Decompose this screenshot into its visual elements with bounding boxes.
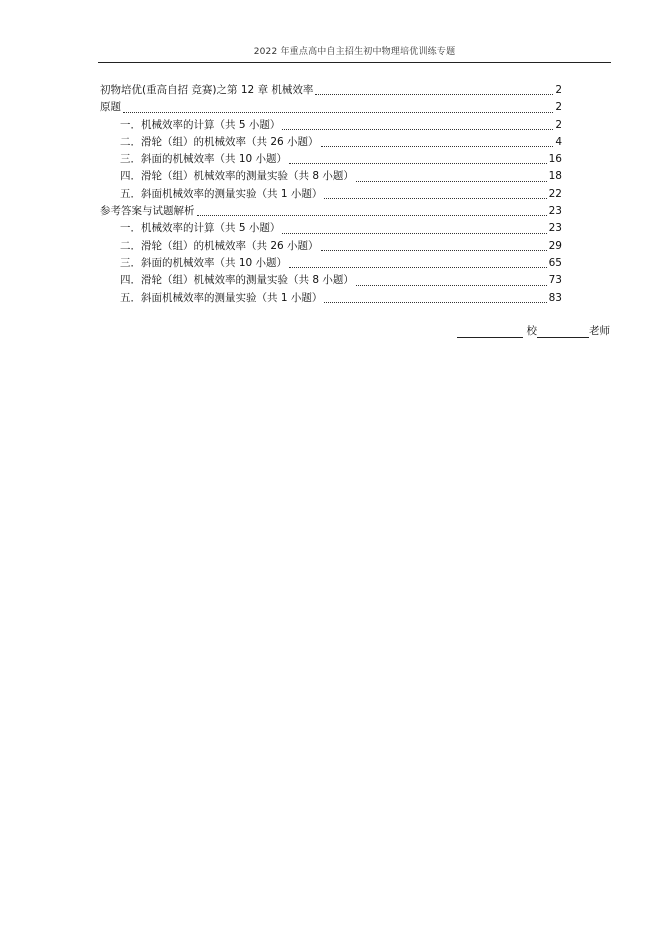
toc-entry[interactable] <box>100 255 562 272</box>
toc-entry-page: 65 <box>548 256 562 269</box>
toc-entry-page: 23 <box>548 222 562 235</box>
toc-entry-label: 二．滑轮（组）的机械效率（共 26 小题） <box>120 239 319 252</box>
toc-entry-label: 五．斜面机械效率的测量实验（共 1 小题） <box>120 291 323 304</box>
toc-entry-page: 23 <box>548 205 562 218</box>
header-title: 2022 年重点高中自主招生初中物理培优训练专题 <box>253 47 456 57</box>
toc-leader-dots <box>282 227 546 234</box>
toc-entry-label: 四．滑轮（组）机械效率的测量实验（共 8 小题） <box>120 170 354 183</box>
toc-entry[interactable] <box>100 168 562 185</box>
toc-entry-page: 73 <box>548 274 562 287</box>
toc-entry-label: 二．滑轮（组）的机械效率（共 26 小题） <box>120 135 319 148</box>
toc-entry-label: 五．斜面机械效率的测量实验（共 1 小题） <box>120 187 323 200</box>
toc-entry[interactable] <box>100 290 562 307</box>
school-label: 校 <box>526 325 537 337</box>
toc-leader-dots <box>197 209 547 216</box>
toc-entry-page: 22 <box>548 187 562 200</box>
toc-entry-page: 18 <box>548 170 562 183</box>
toc-entry-page: 16 <box>548 153 562 166</box>
toc-leader-dots <box>282 123 553 130</box>
toc-leader-dots <box>324 296 546 303</box>
toc-entry[interactable] <box>100 134 562 151</box>
toc-entry-label: 参考答案与试题解析 <box>100 205 195 218</box>
toc-entry-label: 三．斜面的机械效率（共 10 小题） <box>120 153 288 166</box>
toc-entry-page: 83 <box>548 291 562 304</box>
toc-entry-label: 三．斜面的机械效率（共 10 小题） <box>120 256 288 269</box>
toc-leader-dots <box>289 261 547 268</box>
toc-entry-page: 2 <box>555 101 562 114</box>
toc-leader-dots <box>289 157 547 164</box>
toc-entry-page: 2 <box>555 118 562 131</box>
toc-entry-label: 一．机械效率的计算（共 5 小题） <box>120 222 281 235</box>
toc-leader-dots <box>356 175 547 182</box>
toc-leader-dots <box>321 140 554 147</box>
signature-line <box>457 323 611 338</box>
toc-leader-dots <box>321 244 547 251</box>
teacher-blank[interactable] <box>537 325 589 338</box>
toc-entry-label: 原题 <box>100 101 121 114</box>
toc-entry[interactable] <box>100 186 562 203</box>
toc-entry[interactable] <box>100 99 562 116</box>
toc-leader-dots <box>315 88 553 95</box>
toc-entry[interactable] <box>100 117 562 134</box>
toc-entry[interactable] <box>100 272 562 289</box>
teacher-label: 老师 <box>589 325 610 337</box>
toc-entry-label: 一．机械效率的计算（共 5 小题） <box>120 118 281 131</box>
page-header <box>98 44 611 63</box>
toc-leader-dots <box>324 192 546 199</box>
toc-entry[interactable] <box>100 203 562 220</box>
toc-entry-page: 29 <box>548 239 562 252</box>
toc-leader-dots <box>356 279 547 286</box>
toc-entry-label: 四．滑轮（组）机械效率的测量实验（共 8 小题） <box>120 274 354 287</box>
toc-entry-page: 4 <box>555 135 562 148</box>
toc-entry-page: 2 <box>555 84 562 96</box>
toc-leader-dots <box>123 106 553 113</box>
table-of-contents <box>100 82 562 307</box>
school-blank[interactable] <box>457 325 523 338</box>
toc-entry[interactable] <box>100 151 562 168</box>
toc-entry-label: 初物培优(重高自招 竞赛)之第 12 章 机械效率 <box>100 84 314 96</box>
toc-entry[interactable] <box>100 82 562 99</box>
toc-entry[interactable] <box>100 238 562 255</box>
toc-entry[interactable] <box>100 220 562 237</box>
